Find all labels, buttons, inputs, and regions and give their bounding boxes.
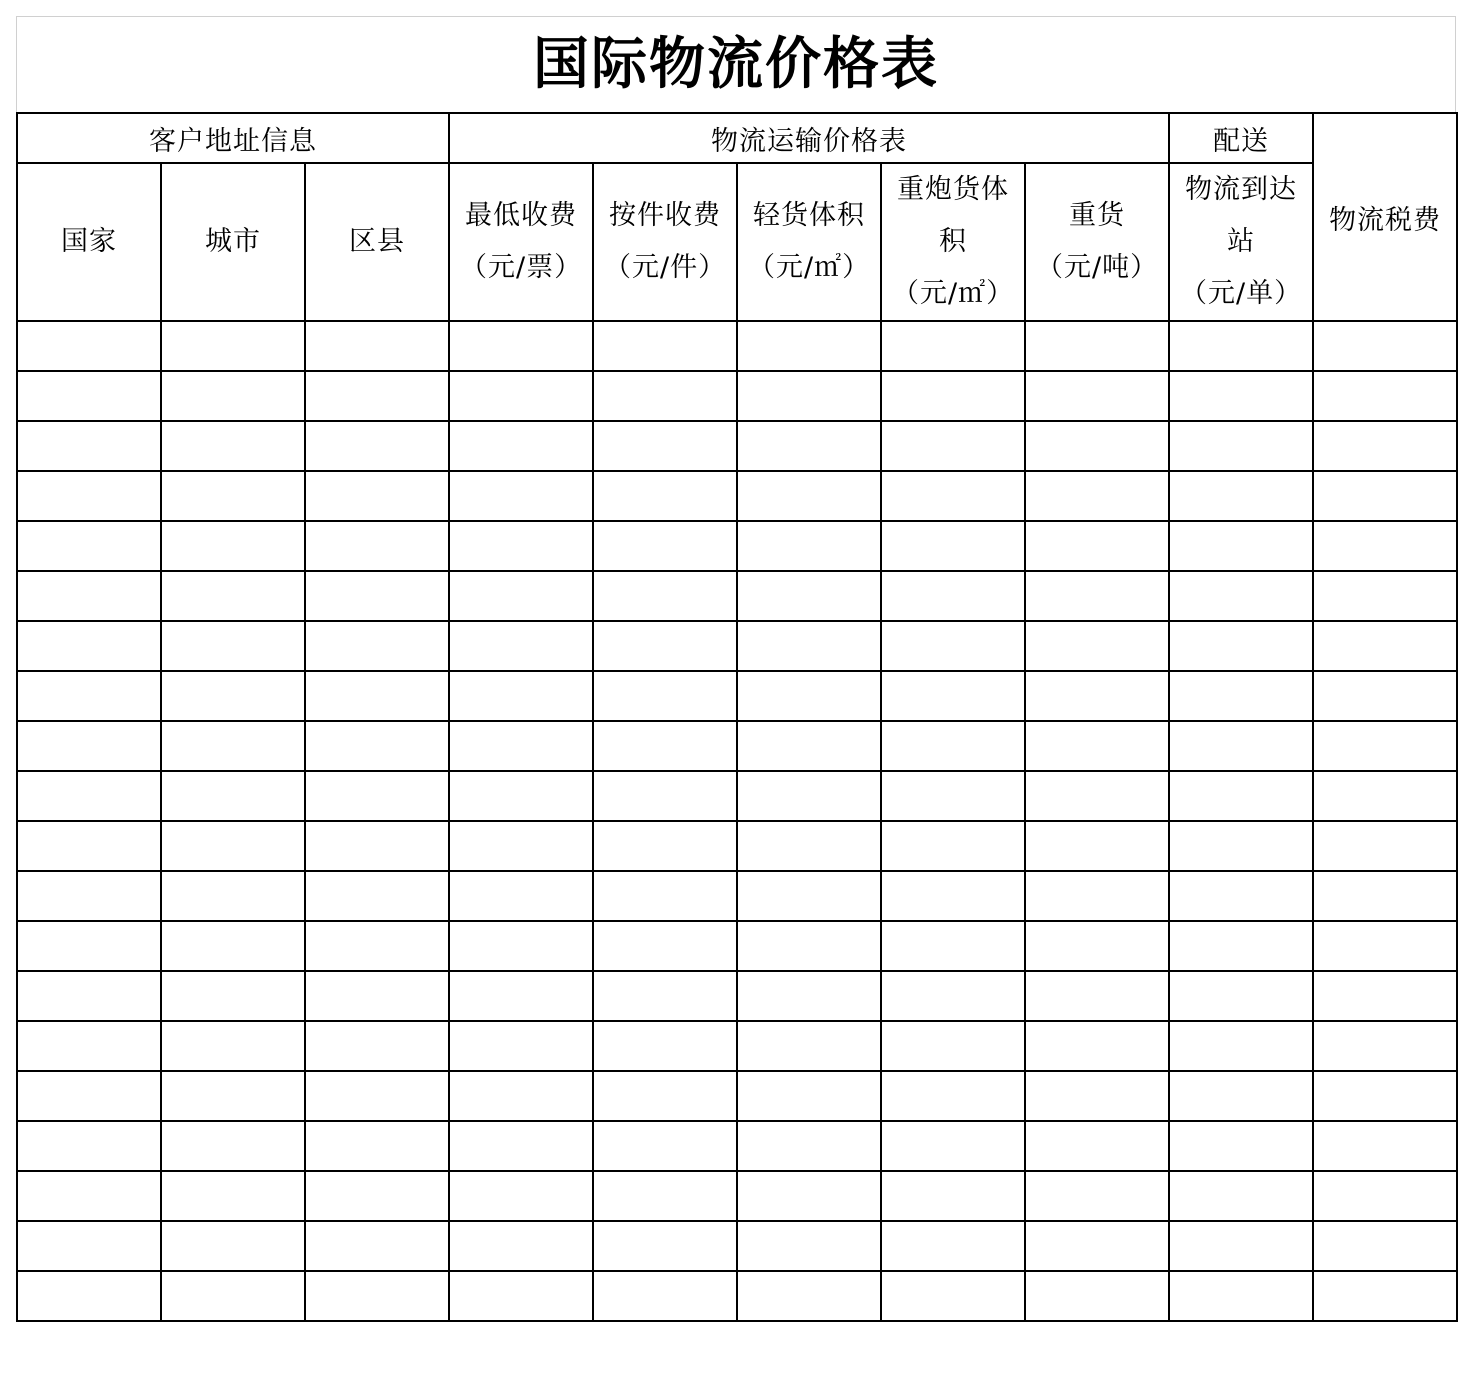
table-cell[interactable] — [881, 421, 1025, 471]
table-cell[interactable] — [17, 1221, 161, 1271]
table-cell[interactable] — [881, 571, 1025, 621]
table-cell[interactable] — [1169, 671, 1313, 721]
table-cell[interactable] — [1025, 1071, 1169, 1121]
table-row — [17, 571, 1457, 621]
header-city — [161, 163, 305, 321]
table-cell[interactable] — [1313, 1171, 1457, 1221]
table-cell[interactable] — [881, 471, 1025, 521]
table-cell[interactable] — [1313, 871, 1457, 921]
table-cell[interactable] — [881, 321, 1025, 371]
table-row — [17, 721, 1457, 771]
table-cell[interactable] — [1169, 821, 1313, 871]
table-cell[interactable] — [737, 771, 881, 821]
table-cell[interactable] — [449, 1221, 593, 1271]
table-cell[interactable] — [593, 1121, 737, 1171]
table-cell[interactable] — [305, 621, 449, 671]
table-row — [17, 671, 1457, 721]
header-line: 物流到达 — [1185, 174, 1298, 205]
table-cell[interactable] — [1025, 371, 1169, 421]
table-cell[interactable] — [305, 1071, 449, 1121]
table-cell[interactable] — [161, 571, 305, 621]
table-cell[interactable] — [1313, 1121, 1457, 1171]
group-transport-price: 物流运输价格表 — [449, 113, 1169, 163]
table-cell[interactable] — [449, 971, 593, 1021]
table-cell[interactable] — [1169, 471, 1313, 521]
table-cell[interactable] — [881, 1071, 1025, 1121]
table-cell[interactable] — [161, 771, 305, 821]
table-cell[interactable] — [1313, 1021, 1457, 1071]
table-cell[interactable] — [17, 671, 161, 721]
table-row — [17, 421, 1457, 471]
table-cell[interactable] — [305, 1271, 449, 1321]
table-cell[interactable] — [1313, 1271, 1457, 1321]
table-cell[interactable] — [161, 471, 305, 521]
header-per-piece — [593, 163, 737, 321]
header-line: 重货 — [1069, 200, 1126, 231]
table-cell[interactable] — [305, 721, 449, 771]
header-line: 积 — [939, 226, 968, 257]
table-cell[interactable] — [1169, 1121, 1313, 1171]
table-cell[interactable] — [1025, 421, 1169, 471]
table-row — [17, 521, 1457, 571]
price-table — [16, 112, 1458, 1322]
table-cell[interactable] — [449, 621, 593, 671]
header-min-fee — [449, 163, 593, 321]
group-customer-address: 客户地址信息 — [17, 113, 449, 163]
table-cell[interactable] — [1169, 321, 1313, 371]
table-row — [17, 1221, 1457, 1271]
table-cell[interactable] — [17, 1071, 161, 1121]
table-cell[interactable] — [305, 771, 449, 821]
table-cell[interactable] — [881, 721, 1025, 771]
table-cell[interactable] — [17, 621, 161, 671]
page-title: 国际物流价格表 — [533, 31, 939, 97]
table-cell[interactable] — [1169, 921, 1313, 971]
table-cell[interactable] — [161, 621, 305, 671]
table-cell[interactable] — [593, 871, 737, 921]
table-cell[interactable] — [1313, 721, 1457, 771]
table-row — [17, 871, 1457, 921]
table-cell[interactable] — [881, 871, 1025, 921]
header-line: 最低收费 — [465, 200, 578, 231]
column-header-row — [17, 163, 1457, 321]
table-cell[interactable] — [737, 1071, 881, 1121]
table-cell[interactable] — [1025, 971, 1169, 1021]
table-cell[interactable] — [593, 671, 737, 721]
table-cell[interactable] — [881, 771, 1025, 821]
table-cell[interactable] — [737, 571, 881, 621]
table-cell[interactable] — [1169, 1221, 1313, 1271]
table-row — [17, 1021, 1457, 1071]
table-cell[interactable] — [593, 1071, 737, 1121]
table-cell[interactable] — [881, 971, 1025, 1021]
table-cell[interactable] — [449, 421, 593, 471]
table-cell[interactable] — [305, 371, 449, 421]
header-heavy-bulky-volume — [881, 163, 1025, 321]
table-cell[interactable] — [737, 871, 881, 921]
header-heavy — [1025, 163, 1169, 321]
table-cell[interactable] — [1025, 571, 1169, 621]
table-row — [17, 471, 1457, 521]
table-cell[interactable] — [161, 971, 305, 1021]
header-light-volume — [737, 163, 881, 321]
table-cell[interactable] — [449, 471, 593, 521]
table-cell[interactable] — [881, 921, 1025, 971]
table-cell[interactable] — [1169, 721, 1313, 771]
table-cell[interactable] — [593, 521, 737, 571]
table-row — [17, 821, 1457, 871]
table-row — [17, 1171, 1457, 1221]
table-cell[interactable] — [449, 721, 593, 771]
table-cell[interactable] — [17, 971, 161, 1021]
table-cell[interactable] — [17, 471, 161, 521]
table-cell[interactable] — [881, 671, 1025, 721]
table-cell[interactable] — [1313, 821, 1457, 871]
table-cell[interactable] — [305, 1221, 449, 1271]
table-cell[interactable] — [1313, 621, 1457, 671]
price-sheet — [16, 16, 1456, 1322]
table-cell[interactable] — [1025, 471, 1169, 521]
table-cell[interactable] — [881, 1171, 1025, 1221]
table-cell[interactable] — [1025, 871, 1169, 921]
table-cell[interactable] — [449, 1021, 593, 1071]
table-cell[interactable] — [17, 821, 161, 871]
table-cell[interactable] — [881, 521, 1025, 571]
table-cell[interactable] — [881, 1021, 1025, 1071]
table-cell[interactable] — [593, 471, 737, 521]
table-cell[interactable] — [1025, 1221, 1169, 1271]
table-cell[interactable] — [737, 621, 881, 671]
table-cell[interactable] — [17, 421, 161, 471]
table-cell[interactable] — [161, 1021, 305, 1071]
table-cell[interactable] — [17, 721, 161, 771]
table-cell[interactable] — [1313, 1071, 1457, 1121]
table-cell[interactable] — [17, 1121, 161, 1171]
header-tax: 物流税费 — [1313, 113, 1457, 321]
table-cell[interactable] — [17, 321, 161, 371]
table-cell[interactable] — [305, 971, 449, 1021]
table-cell[interactable] — [305, 571, 449, 621]
header-line: （元/件） — [603, 252, 727, 283]
table-cell[interactable] — [1313, 921, 1457, 971]
table-body — [17, 321, 1457, 1321]
table-cell[interactable] — [305, 921, 449, 971]
table-row — [17, 921, 1457, 971]
table-cell[interactable] — [161, 871, 305, 921]
header-line: （元/㎡） — [891, 278, 1015, 309]
table-cell[interactable] — [305, 821, 449, 871]
table-cell[interactable] — [737, 1021, 881, 1071]
table-cell[interactable] — [17, 1021, 161, 1071]
table-cell[interactable] — [1313, 421, 1457, 471]
table-cell[interactable] — [1025, 1021, 1169, 1071]
table-cell[interactable] — [449, 871, 593, 921]
table-cell[interactable] — [305, 471, 449, 521]
table-cell[interactable] — [1169, 771, 1313, 821]
table-cell[interactable] — [161, 821, 305, 871]
table-cell[interactable] — [17, 771, 161, 821]
table-cell[interactable] — [1313, 771, 1457, 821]
table-cell[interactable] — [1025, 671, 1169, 721]
header-line: （元/㎡） — [747, 252, 871, 283]
table-cell[interactable] — [161, 1071, 305, 1121]
table-cell[interactable] — [161, 321, 305, 371]
table-cell[interactable] — [737, 721, 881, 771]
table-cell[interactable] — [1169, 571, 1313, 621]
table-cell[interactable] — [1169, 521, 1313, 571]
table-cell[interactable] — [305, 421, 449, 471]
header-line: （元/单） — [1180, 278, 1303, 309]
table-cell[interactable] — [593, 321, 737, 371]
table-cell[interactable] — [449, 921, 593, 971]
table-cell[interactable] — [449, 521, 593, 571]
header-line: 按件收费 — [609, 200, 722, 231]
table-cell[interactable] — [593, 921, 737, 971]
table-cell[interactable] — [305, 871, 449, 921]
table-cell[interactable] — [1169, 871, 1313, 921]
table-cell[interactable] — [737, 1271, 881, 1321]
header-line: （元/票） — [459, 252, 583, 283]
table-cell[interactable] — [1025, 521, 1169, 571]
table-cell[interactable] — [1313, 371, 1457, 421]
table-cell[interactable] — [593, 421, 737, 471]
table-row — [17, 321, 1457, 371]
table-cell[interactable] — [17, 571, 161, 621]
table-cell[interactable] — [449, 1071, 593, 1121]
table-cell[interactable] — [1313, 571, 1457, 621]
table-cell[interactable] — [593, 721, 737, 771]
table-cell[interactable] — [1313, 321, 1457, 371]
table-cell[interactable] — [593, 1171, 737, 1221]
header-district — [305, 163, 449, 321]
table-cell[interactable] — [449, 321, 593, 371]
table-cell[interactable] — [305, 1021, 449, 1071]
group-header-row — [17, 113, 1457, 163]
table-cell[interactable] — [449, 371, 593, 421]
table-cell[interactable] — [161, 671, 305, 721]
table-cell[interactable] — [593, 1021, 737, 1071]
table-cell[interactable] — [1169, 1071, 1313, 1121]
table-cell[interactable] — [449, 671, 593, 721]
table-cell[interactable] — [1169, 421, 1313, 471]
table-cell[interactable] — [161, 421, 305, 471]
header-line: 国家 — [61, 226, 117, 257]
table-cell[interactable] — [737, 1221, 881, 1271]
table-cell[interactable] — [881, 1121, 1025, 1171]
header-country — [17, 163, 161, 321]
header-station — [1169, 163, 1313, 321]
table-cell[interactable] — [1169, 971, 1313, 1021]
table-cell[interactable] — [593, 771, 737, 821]
table-row — [17, 771, 1457, 821]
table-cell[interactable] — [737, 1171, 881, 1221]
table-cell[interactable] — [1169, 1021, 1313, 1071]
table-cell[interactable] — [593, 1271, 737, 1321]
table-cell[interactable] — [17, 871, 161, 921]
title-box — [16, 16, 1456, 112]
table-cell[interactable] — [17, 521, 161, 571]
table-cell[interactable] — [737, 971, 881, 1021]
table-cell[interactable] — [737, 921, 881, 971]
table-cell[interactable] — [305, 521, 449, 571]
table-cell[interactable] — [305, 1121, 449, 1171]
table-cell[interactable] — [161, 721, 305, 771]
table-cell[interactable] — [881, 1271, 1025, 1321]
table-cell[interactable] — [17, 1171, 161, 1221]
table-cell[interactable] — [737, 371, 881, 421]
table-cell[interactable] — [737, 821, 881, 871]
table-cell[interactable] — [17, 921, 161, 971]
table-cell[interactable] — [881, 621, 1025, 671]
table-cell[interactable] — [449, 1171, 593, 1221]
table-cell[interactable] — [593, 571, 737, 621]
table-row — [17, 1271, 1457, 1321]
table-cell[interactable] — [161, 521, 305, 571]
table-cell[interactable] — [449, 771, 593, 821]
table-cell[interactable] — [593, 971, 737, 1021]
group-delivery: 配送 — [1169, 113, 1313, 163]
table-cell[interactable] — [449, 1271, 593, 1321]
table-cell[interactable] — [737, 1121, 881, 1171]
table-cell[interactable] — [1313, 471, 1457, 521]
table-cell[interactable] — [161, 371, 305, 421]
table-cell[interactable] — [161, 921, 305, 971]
table-cell[interactable] — [305, 321, 449, 371]
table-cell[interactable] — [1169, 1271, 1313, 1321]
table-cell[interactable] — [17, 1271, 161, 1321]
table-cell[interactable] — [305, 1171, 449, 1221]
table-cell[interactable] — [305, 671, 449, 721]
table-cell[interactable] — [1025, 621, 1169, 671]
header-line: （元/吨） — [1035, 252, 1159, 283]
table-cell[interactable] — [1025, 721, 1169, 771]
table-cell[interactable] — [593, 371, 737, 421]
table-cell[interactable] — [881, 821, 1025, 871]
table-cell[interactable] — [1313, 971, 1457, 1021]
table-cell[interactable] — [161, 1121, 305, 1171]
table-cell[interactable] — [1025, 921, 1169, 971]
table-cell[interactable] — [1169, 371, 1313, 421]
table-cell[interactable] — [881, 371, 1025, 421]
table-cell[interactable] — [1025, 1271, 1169, 1321]
table-cell[interactable] — [1025, 771, 1169, 821]
table-cell[interactable] — [737, 521, 881, 571]
header-line: 重炮货体 — [897, 174, 1010, 205]
table-cell[interactable] — [1025, 321, 1169, 371]
table-cell[interactable] — [1025, 1121, 1169, 1171]
table-cell[interactable] — [449, 1121, 593, 1171]
table-cell[interactable] — [1025, 1171, 1169, 1221]
table-cell[interactable] — [1169, 621, 1313, 671]
header-line: 轻货体积 — [753, 200, 866, 231]
table-cell[interactable] — [593, 621, 737, 671]
table-cell[interactable] — [737, 321, 881, 371]
table-cell[interactable] — [1313, 521, 1457, 571]
table-cell[interactable] — [1313, 671, 1457, 721]
table-cell[interactable] — [161, 1171, 305, 1221]
table-row — [17, 971, 1457, 1021]
table-cell[interactable] — [737, 671, 881, 721]
header-line: 站 — [1227, 226, 1256, 257]
table-cell[interactable] — [737, 471, 881, 521]
table-cell[interactable] — [161, 1271, 305, 1321]
table-row — [17, 1121, 1457, 1171]
table-row — [17, 371, 1457, 421]
table-cell[interactable] — [737, 421, 881, 471]
table-cell[interactable] — [593, 821, 737, 871]
table-cell[interactable] — [1169, 1171, 1313, 1221]
table-cell[interactable] — [593, 1221, 737, 1271]
table-row — [17, 1071, 1457, 1121]
table-cell[interactable] — [17, 371, 161, 421]
table-cell[interactable] — [449, 821, 593, 871]
table-cell[interactable] — [1025, 821, 1169, 871]
header-line: 城市 — [205, 226, 261, 257]
table-cell[interactable] — [1313, 1221, 1457, 1271]
table-cell[interactable] — [881, 1221, 1025, 1271]
header-line: 区县 — [349, 226, 406, 257]
table-cell[interactable] — [449, 571, 593, 621]
table-row — [17, 621, 1457, 671]
table-cell[interactable] — [161, 1221, 305, 1271]
